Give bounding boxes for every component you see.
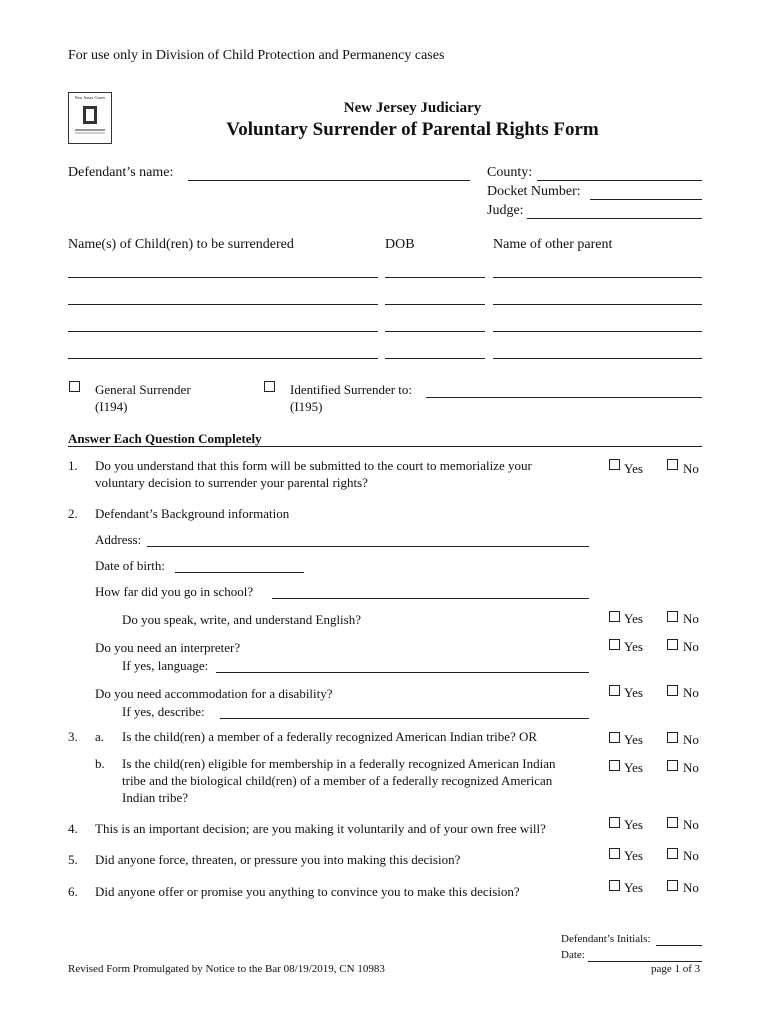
q4-no-checkbox[interactable]	[667, 817, 678, 828]
child-name-field-4[interactable]	[68, 358, 378, 359]
form-title: Voluntary Surrender of Parental Rights Form	[226, 119, 599, 140]
date-of-birth-label: Date of birth:	[95, 558, 166, 573]
address-field[interactable]	[147, 546, 589, 547]
section-divider	[68, 446, 702, 447]
other-parent-field-4[interactable]	[493, 358, 702, 359]
child-dob-field-2[interactable]	[385, 304, 485, 305]
interpreter-yes-label: Yes	[624, 639, 643, 654]
question-3a-letter: a.	[95, 729, 105, 744]
q4-yes-label: Yes	[624, 817, 643, 832]
identified-surrender-field[interactable]	[426, 397, 702, 398]
question-6-text: Did anyone offer or promise you anything to convince you to make this decision?	[95, 884, 520, 899]
dob-column-header: DOB	[385, 237, 415, 252]
english-yes-checkbox[interactable]	[609, 611, 620, 622]
describe-label: If yes, describe:	[122, 704, 205, 719]
initials-field[interactable]	[656, 945, 702, 946]
q3b-no-label: No	[683, 760, 699, 775]
identified-surrender-label: Identified Surrender to:	[290, 382, 413, 397]
other-parent-field-3[interactable]	[493, 331, 702, 332]
q6-yes-label: Yes	[624, 880, 643, 895]
child-dob-field-4[interactable]	[385, 358, 485, 359]
question-number-2: 2.	[68, 506, 78, 521]
describe-field[interactable]	[220, 718, 589, 719]
date-label: Date:	[561, 949, 585, 961]
english-no-label: No	[683, 611, 699, 626]
interpreter-no-checkbox[interactable]	[667, 639, 678, 650]
county-field[interactable]	[537, 180, 702, 181]
address-label: Address:	[95, 532, 142, 547]
q5-no-checkbox[interactable]	[667, 848, 678, 859]
nj-courts-logo: New Jersey Courts	[68, 92, 112, 144]
general-surrender-checkbox[interactable]	[69, 381, 80, 392]
other-parent-field-2[interactable]	[493, 304, 702, 305]
date-of-birth-field[interactable]	[175, 572, 304, 573]
question-3a-text: Is the child(ren) a member of a federally recognized American Indian tribe? OR	[122, 729, 538, 744]
school-field[interactable]	[272, 598, 589, 599]
q3b-no-checkbox[interactable]	[667, 760, 678, 771]
q3a-no-label: No	[683, 732, 699, 747]
accommodation-yes-checkbox[interactable]	[609, 685, 620, 696]
q1-no-label: No	[683, 461, 699, 476]
question-number-4: 4.	[68, 821, 78, 836]
q1-no-checkbox[interactable]	[667, 459, 678, 470]
english-yes-label: Yes	[624, 611, 643, 626]
general-surrender-code: (I194)	[95, 399, 128, 414]
question-number-6: 6.	[68, 884, 78, 899]
question-4-text: This is an important decision; are you making it voluntarily and of your own free will?	[95, 821, 546, 836]
usage-notice: For use only in Division of Child Protection and Permanency cases	[68, 48, 445, 63]
q5-yes-checkbox[interactable]	[609, 848, 620, 859]
q3b-yes-checkbox[interactable]	[609, 760, 620, 771]
interpreter-no-label: No	[683, 639, 699, 654]
defendant-name-field[interactable]	[188, 180, 470, 181]
accommodation-no-checkbox[interactable]	[667, 685, 678, 696]
interpreter-yes-checkbox[interactable]	[609, 639, 620, 650]
q1-yes-checkbox[interactable]	[609, 459, 620, 470]
section-heading: Answer Each Question Completely	[68, 431, 262, 446]
q6-no-label: No	[683, 880, 699, 895]
accommodation-yes-label: Yes	[624, 685, 643, 700]
english-question: Do you speak, write, and understand English?	[122, 612, 362, 627]
initials-label: Defendant’s Initials:	[561, 933, 651, 945]
question-3b-text-cont: tribe and the biological child(ren) of a member of a federally recognized American	[122, 773, 553, 788]
english-no-checkbox[interactable]	[667, 611, 678, 622]
date-field[interactable]	[588, 961, 702, 962]
docket-number-field[interactable]	[590, 199, 702, 200]
school-label: How far did you go in school?	[95, 584, 254, 599]
q3b-yes-label: Yes	[624, 760, 643, 775]
identified-surrender-checkbox[interactable]	[264, 381, 275, 392]
accommodation-question: Do you need accommodation for a disability?	[95, 686, 333, 701]
q4-yes-checkbox[interactable]	[609, 817, 620, 828]
q6-yes-checkbox[interactable]	[609, 880, 620, 891]
language-field[interactable]	[216, 672, 589, 673]
question-number-1: 1.	[68, 458, 78, 473]
docket-number-label: Docket Number:	[487, 184, 581, 199]
question-1-text: Do you understand that this form will be submitted to the court to memorialize your	[95, 458, 532, 473]
child-dob-field-1[interactable]	[385, 277, 485, 278]
q3a-yes-label: Yes	[624, 732, 643, 747]
q3a-no-checkbox[interactable]	[667, 732, 678, 743]
q1-yes-label: Yes	[624, 461, 643, 476]
question-5-text: Did anyone force, threaten, or pressure you into making this decision?	[95, 852, 461, 867]
question-2-text: Defendant’s Background information	[95, 506, 290, 521]
children-column-header: Name(s) of Child(ren) to be surrendered	[68, 237, 294, 252]
judge-field[interactable]	[527, 218, 702, 219]
child-name-field-3[interactable]	[68, 331, 378, 332]
question-3b-text: Is the child(ren) eligible for membership in a federally recognized American Indian	[122, 756, 556, 771]
general-surrender-label: General Surrender	[95, 382, 191, 397]
q4-no-label: No	[683, 817, 699, 832]
question-number-5: 5.	[68, 852, 78, 867]
question-number-3: 3.	[68, 729, 78, 744]
child-name-field-2[interactable]	[68, 304, 378, 305]
q6-no-checkbox[interactable]	[667, 880, 678, 891]
language-label: If yes, language:	[122, 658, 209, 673]
county-label: County:	[487, 165, 533, 180]
q5-yes-label: Yes	[624, 848, 643, 863]
identified-surrender-code: (I195)	[290, 399, 323, 414]
q3a-yes-checkbox[interactable]	[609, 732, 620, 743]
other-parent-column-header: Name of other parent	[493, 237, 613, 252]
page-number: page 1 of 3	[651, 963, 701, 975]
judge-label: Judge:	[487, 203, 524, 218]
accommodation-no-label: No	[683, 685, 699, 700]
q5-no-label: No	[683, 848, 699, 863]
question-1-text-cont: voluntary decision to surrender your parental rights?	[95, 475, 368, 490]
interpreter-question: Do you need an interpreter?	[95, 640, 241, 655]
question-3b-letter: b.	[95, 756, 105, 771]
defendant-name-label: Defendant’s name:	[68, 165, 174, 180]
agency-name: New Jersey Judiciary	[343, 100, 482, 116]
revision-note: Revised Form Promulgated by Notice to the Bar 08/19/2019, CN 10983	[68, 963, 385, 975]
question-3b-text-cont-2: Indian tribe?	[122, 790, 189, 805]
child-dob-field-3[interactable]	[385, 331, 485, 332]
child-name-field-1[interactable]	[68, 277, 378, 278]
other-parent-field-1[interactable]	[493, 277, 702, 278]
